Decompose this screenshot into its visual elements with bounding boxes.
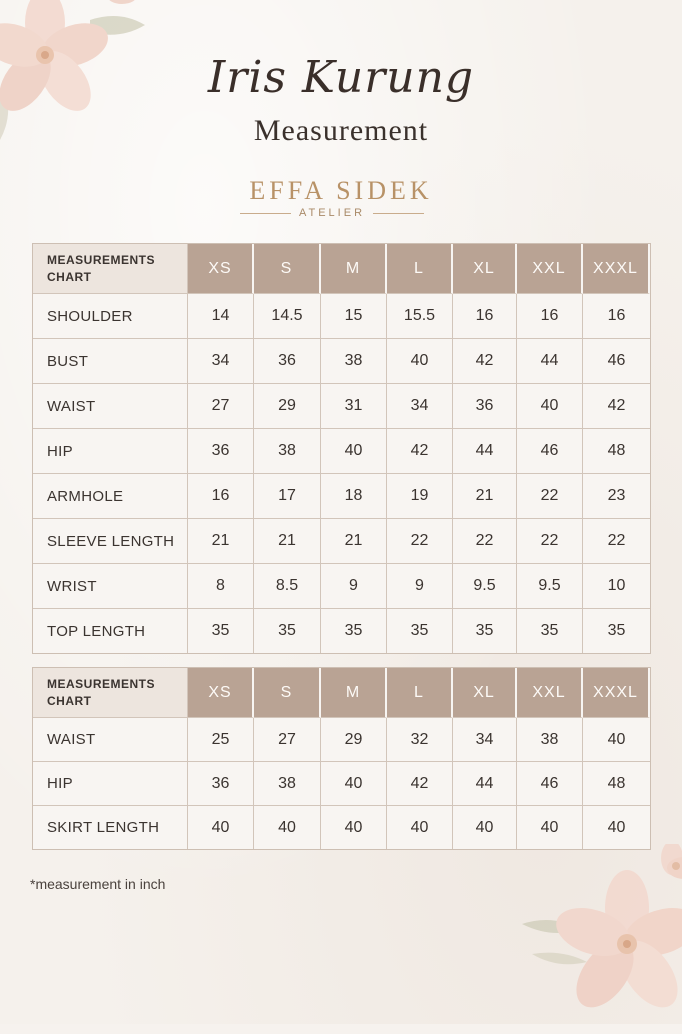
table-cell: 44	[517, 339, 583, 384]
table-cell: 42	[387, 429, 453, 474]
table-cell: 48	[583, 762, 650, 806]
table-cell: 25	[188, 718, 254, 762]
corner-line-2: CHART	[47, 693, 92, 708]
table-cell: 44	[453, 762, 517, 806]
table-cell: 35	[517, 609, 583, 653]
table-row	[33, 718, 650, 762]
table-cell: 34	[387, 384, 453, 429]
table-cell: 40	[583, 718, 650, 762]
table-cell: 42	[453, 339, 517, 384]
flower-bottom-right-icon	[502, 844, 682, 1034]
table-cell: 38	[321, 339, 387, 384]
row-label: WAIST	[33, 718, 188, 762]
table-cell: 14.5	[254, 294, 321, 339]
table-cell: 38	[254, 429, 321, 474]
size-header-xxxl: XXXL	[583, 668, 650, 718]
table-cell: 22	[453, 519, 517, 564]
table-cell: 21	[188, 519, 254, 564]
table-cell: 9.5	[453, 564, 517, 609]
table-cell: 17	[254, 474, 321, 519]
row-label: ARMHOLE	[33, 474, 188, 519]
brand-divider-left	[240, 213, 291, 214]
table-cell: 46	[517, 762, 583, 806]
table-cell: 38	[517, 718, 583, 762]
table-cell: 14	[188, 294, 254, 339]
brand-sub-label: ATELIER	[298, 207, 366, 219]
table-cell: 40	[387, 806, 453, 849]
row-label: HIP	[33, 762, 188, 806]
table-cell: 15.5	[387, 294, 453, 339]
table-row	[33, 519, 650, 564]
table-cell: 9.5	[517, 564, 583, 609]
table-cell: 16	[517, 294, 583, 339]
table-cell: 48	[583, 429, 650, 474]
table-cell: 21	[453, 474, 517, 519]
table-cell: 40	[321, 762, 387, 806]
table-cell: 22	[387, 519, 453, 564]
row-label: WAIST	[33, 384, 188, 429]
corner-line-1: MEASUREMENTS	[47, 676, 156, 691]
table-cell: 44	[453, 429, 517, 474]
size-header-m: M	[321, 244, 387, 294]
table-cell: 16	[188, 474, 254, 519]
table-row	[33, 474, 650, 519]
table-cell: 35	[387, 609, 453, 653]
table-cell: 22	[517, 474, 583, 519]
row-label: SHOULDER	[33, 294, 188, 339]
table-cell: 32	[387, 718, 453, 762]
table-cell: 42	[583, 384, 650, 429]
corner-line-1: MEASUREMENTS	[47, 252, 156, 267]
table-cell: 35	[607, 622, 626, 639]
table-cell: 27	[188, 384, 254, 429]
table-cell: 23	[583, 474, 650, 519]
table-cell: 34	[453, 718, 517, 762]
table-corner-label	[33, 244, 188, 294]
table-cell: 29	[321, 718, 387, 762]
table-cell: 42	[387, 762, 453, 806]
size-header-s: S	[254, 244, 321, 294]
corner-line-2: CHART	[47, 269, 92, 284]
table-cell: 22	[583, 519, 650, 564]
table-cell: 19	[387, 474, 453, 519]
size-header-xl: XL	[453, 244, 517, 294]
table-cell: 21	[254, 519, 321, 564]
row-label: SLEEVE LENGTH	[33, 519, 188, 564]
table-cell: 46	[517, 429, 583, 474]
table-row	[33, 384, 650, 429]
brand-sub-line	[240, 207, 424, 219]
table-row	[33, 294, 650, 339]
table-row	[33, 429, 650, 474]
table-cell: 34	[188, 339, 254, 384]
brand-divider-right	[373, 213, 424, 214]
table-cell: 29	[254, 384, 321, 429]
table-cell: 40	[387, 339, 453, 384]
table-cell: 21	[321, 519, 387, 564]
table-cell: 40	[517, 384, 583, 429]
table-cell: 40	[188, 806, 254, 849]
table-cell: 10	[583, 564, 650, 609]
table-row	[33, 339, 650, 384]
size-header-l: L	[387, 244, 453, 294]
table-row	[33, 762, 650, 806]
brand-logo: EFFA SIDEK	[249, 176, 433, 205]
table-cell: 38	[254, 762, 321, 806]
table-cell: 40	[453, 806, 517, 849]
row-label: TOP LENGTH	[33, 609, 188, 653]
size-header-l: L	[387, 668, 453, 718]
size-header-xxl: XXL	[517, 244, 583, 294]
size-header-xl: XL	[453, 668, 517, 718]
table-cell: 36	[254, 339, 321, 384]
table-cell: 27	[254, 718, 321, 762]
size-header-xxl: XXL	[517, 668, 583, 718]
table-cell: 40	[254, 806, 321, 849]
footnote: *measurement in inch	[30, 876, 166, 892]
top-measurement-table	[32, 243, 651, 654]
table-cell: 40	[321, 806, 387, 849]
table-header-row	[33, 244, 650, 294]
table-cell: 8.5	[254, 564, 321, 609]
table-row	[33, 806, 650, 849]
size-header-s: S	[254, 668, 321, 718]
size-header-m: M	[321, 668, 387, 718]
table-row	[33, 609, 650, 653]
table-cell: 18	[321, 474, 387, 519]
table-cell: 40	[321, 429, 387, 474]
table-cell: 31	[321, 384, 387, 429]
table-cell: 15	[321, 294, 387, 339]
size-header-xs: XS	[188, 244, 254, 294]
table-cell: 36	[188, 762, 254, 806]
page-title: Iris Kurung	[207, 52, 475, 103]
table-cell: 36	[188, 429, 254, 474]
table-cell: 35	[188, 609, 254, 653]
table-cell: 9	[321, 564, 387, 609]
table-cell: 35	[453, 609, 517, 653]
table-cell: 9	[387, 564, 453, 609]
row-label: WRIST	[33, 564, 188, 609]
table-cell: 16	[453, 294, 517, 339]
row-label: SKIRT LENGTH	[33, 806, 188, 849]
table-cell: 40	[517, 806, 583, 849]
table-cell: 36	[453, 384, 517, 429]
table-header-row	[33, 668, 650, 718]
page-subtitle: Measurement	[253, 114, 429, 147]
table-cell: 22	[517, 519, 583, 564]
table-row	[33, 564, 650, 609]
table-cell: 16	[583, 294, 650, 339]
size-header-xxxl: XXXL	[583, 244, 650, 294]
table-corner-label	[33, 668, 188, 718]
table-cell: 8	[188, 564, 254, 609]
size-header-xs: XS	[188, 668, 254, 718]
table-cell: 35	[321, 609, 387, 653]
table-cell: 35	[254, 609, 321, 653]
row-label: BUST	[33, 339, 188, 384]
table-cell: 46	[583, 339, 650, 384]
bottom-measurement-table	[32, 667, 651, 850]
table-cell: 40	[607, 818, 626, 836]
row-label: HIP	[33, 429, 188, 474]
